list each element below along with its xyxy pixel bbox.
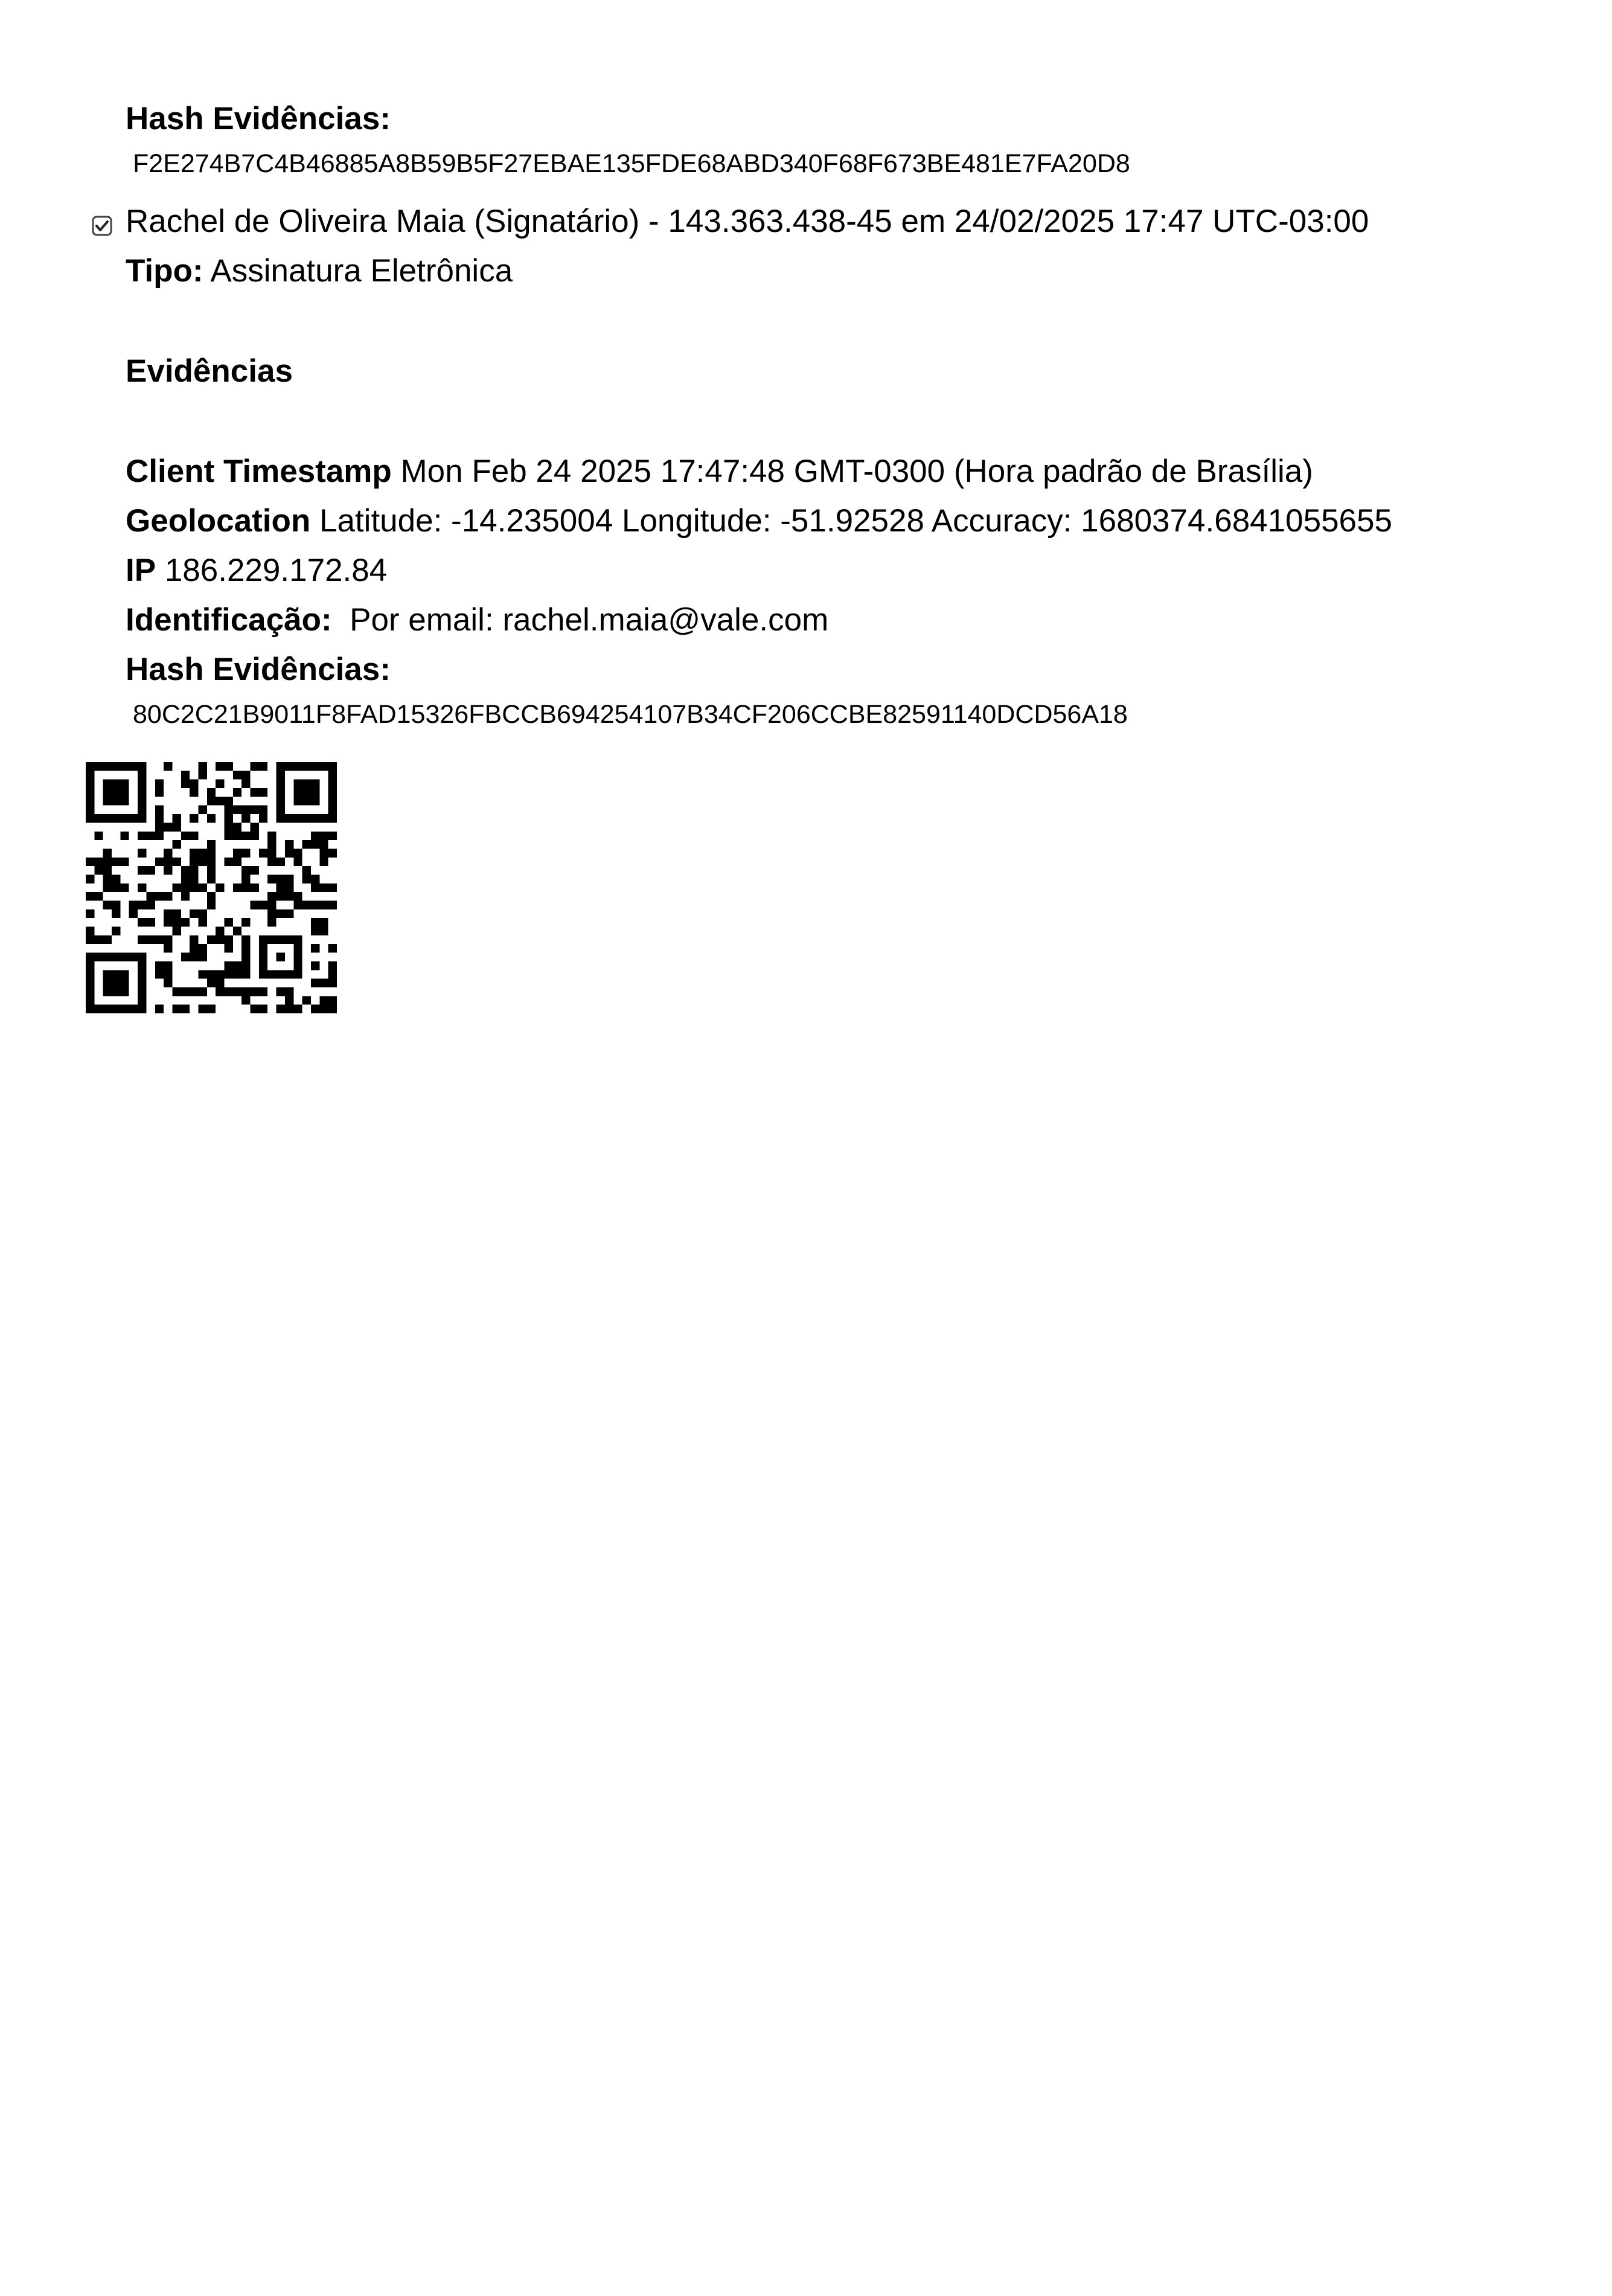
- identification: [126, 604, 828, 636]
- evidence-hash-label: Hash Evidências:: [126, 652, 391, 687]
- hash-evidences-value: F2E274B7C4B46885A8B59B5F27EBAE135FDE68ABD340F68F673BE481E7FA20D8: [133, 149, 1130, 178]
- evidences-title: Evidências: [126, 353, 293, 389]
- ip-address: [126, 554, 387, 586]
- client-timestamp-value: Mon Feb 24 2025 17:47:48 GMT-0300 (Hora padrão de Brasília): [400, 454, 1313, 489]
- signature-type-value: Assinatura Eletrônica: [210, 253, 513, 289]
- identification-label: Identificação:: [126, 602, 332, 638]
- signer-line: Rachel de Oliveira Maia (Signatário) - 143.363.438-45 em 24/02/2025 17:47 UTC-03:00: [126, 204, 1369, 239]
- signature-type-label: Tipo:: [126, 253, 203, 289]
- hash-evidences-label: Hash Evidências:: [126, 101, 391, 136]
- geolocation-label: Geolocation: [126, 503, 311, 539]
- signature-type: [126, 255, 513, 287]
- ip-value: 186.229.172.84: [164, 553, 388, 588]
- checked-checkbox-icon: [92, 216, 112, 236]
- ip-label: IP: [126, 553, 156, 588]
- client-timestamp: [126, 455, 1313, 487]
- client-timestamp-label: Client Timestamp: [126, 454, 392, 489]
- evidence-hash-value: 80C2C21B9011F8FAD15326FBCCB694254107B34CF206CCBE82591140DCD56A18: [133, 700, 1128, 729]
- geolocation-value: Latitude: -14.235004 Longitude: -51.92528 Accuracy: 1680374.6841055655: [319, 503, 1392, 539]
- geolocation: [126, 505, 1392, 537]
- qr-code-icon: [86, 762, 337, 1013]
- qr-code-modules: [86, 762, 337, 1013]
- identification-value: Por email: rachel.maia@vale.com: [350, 602, 829, 638]
